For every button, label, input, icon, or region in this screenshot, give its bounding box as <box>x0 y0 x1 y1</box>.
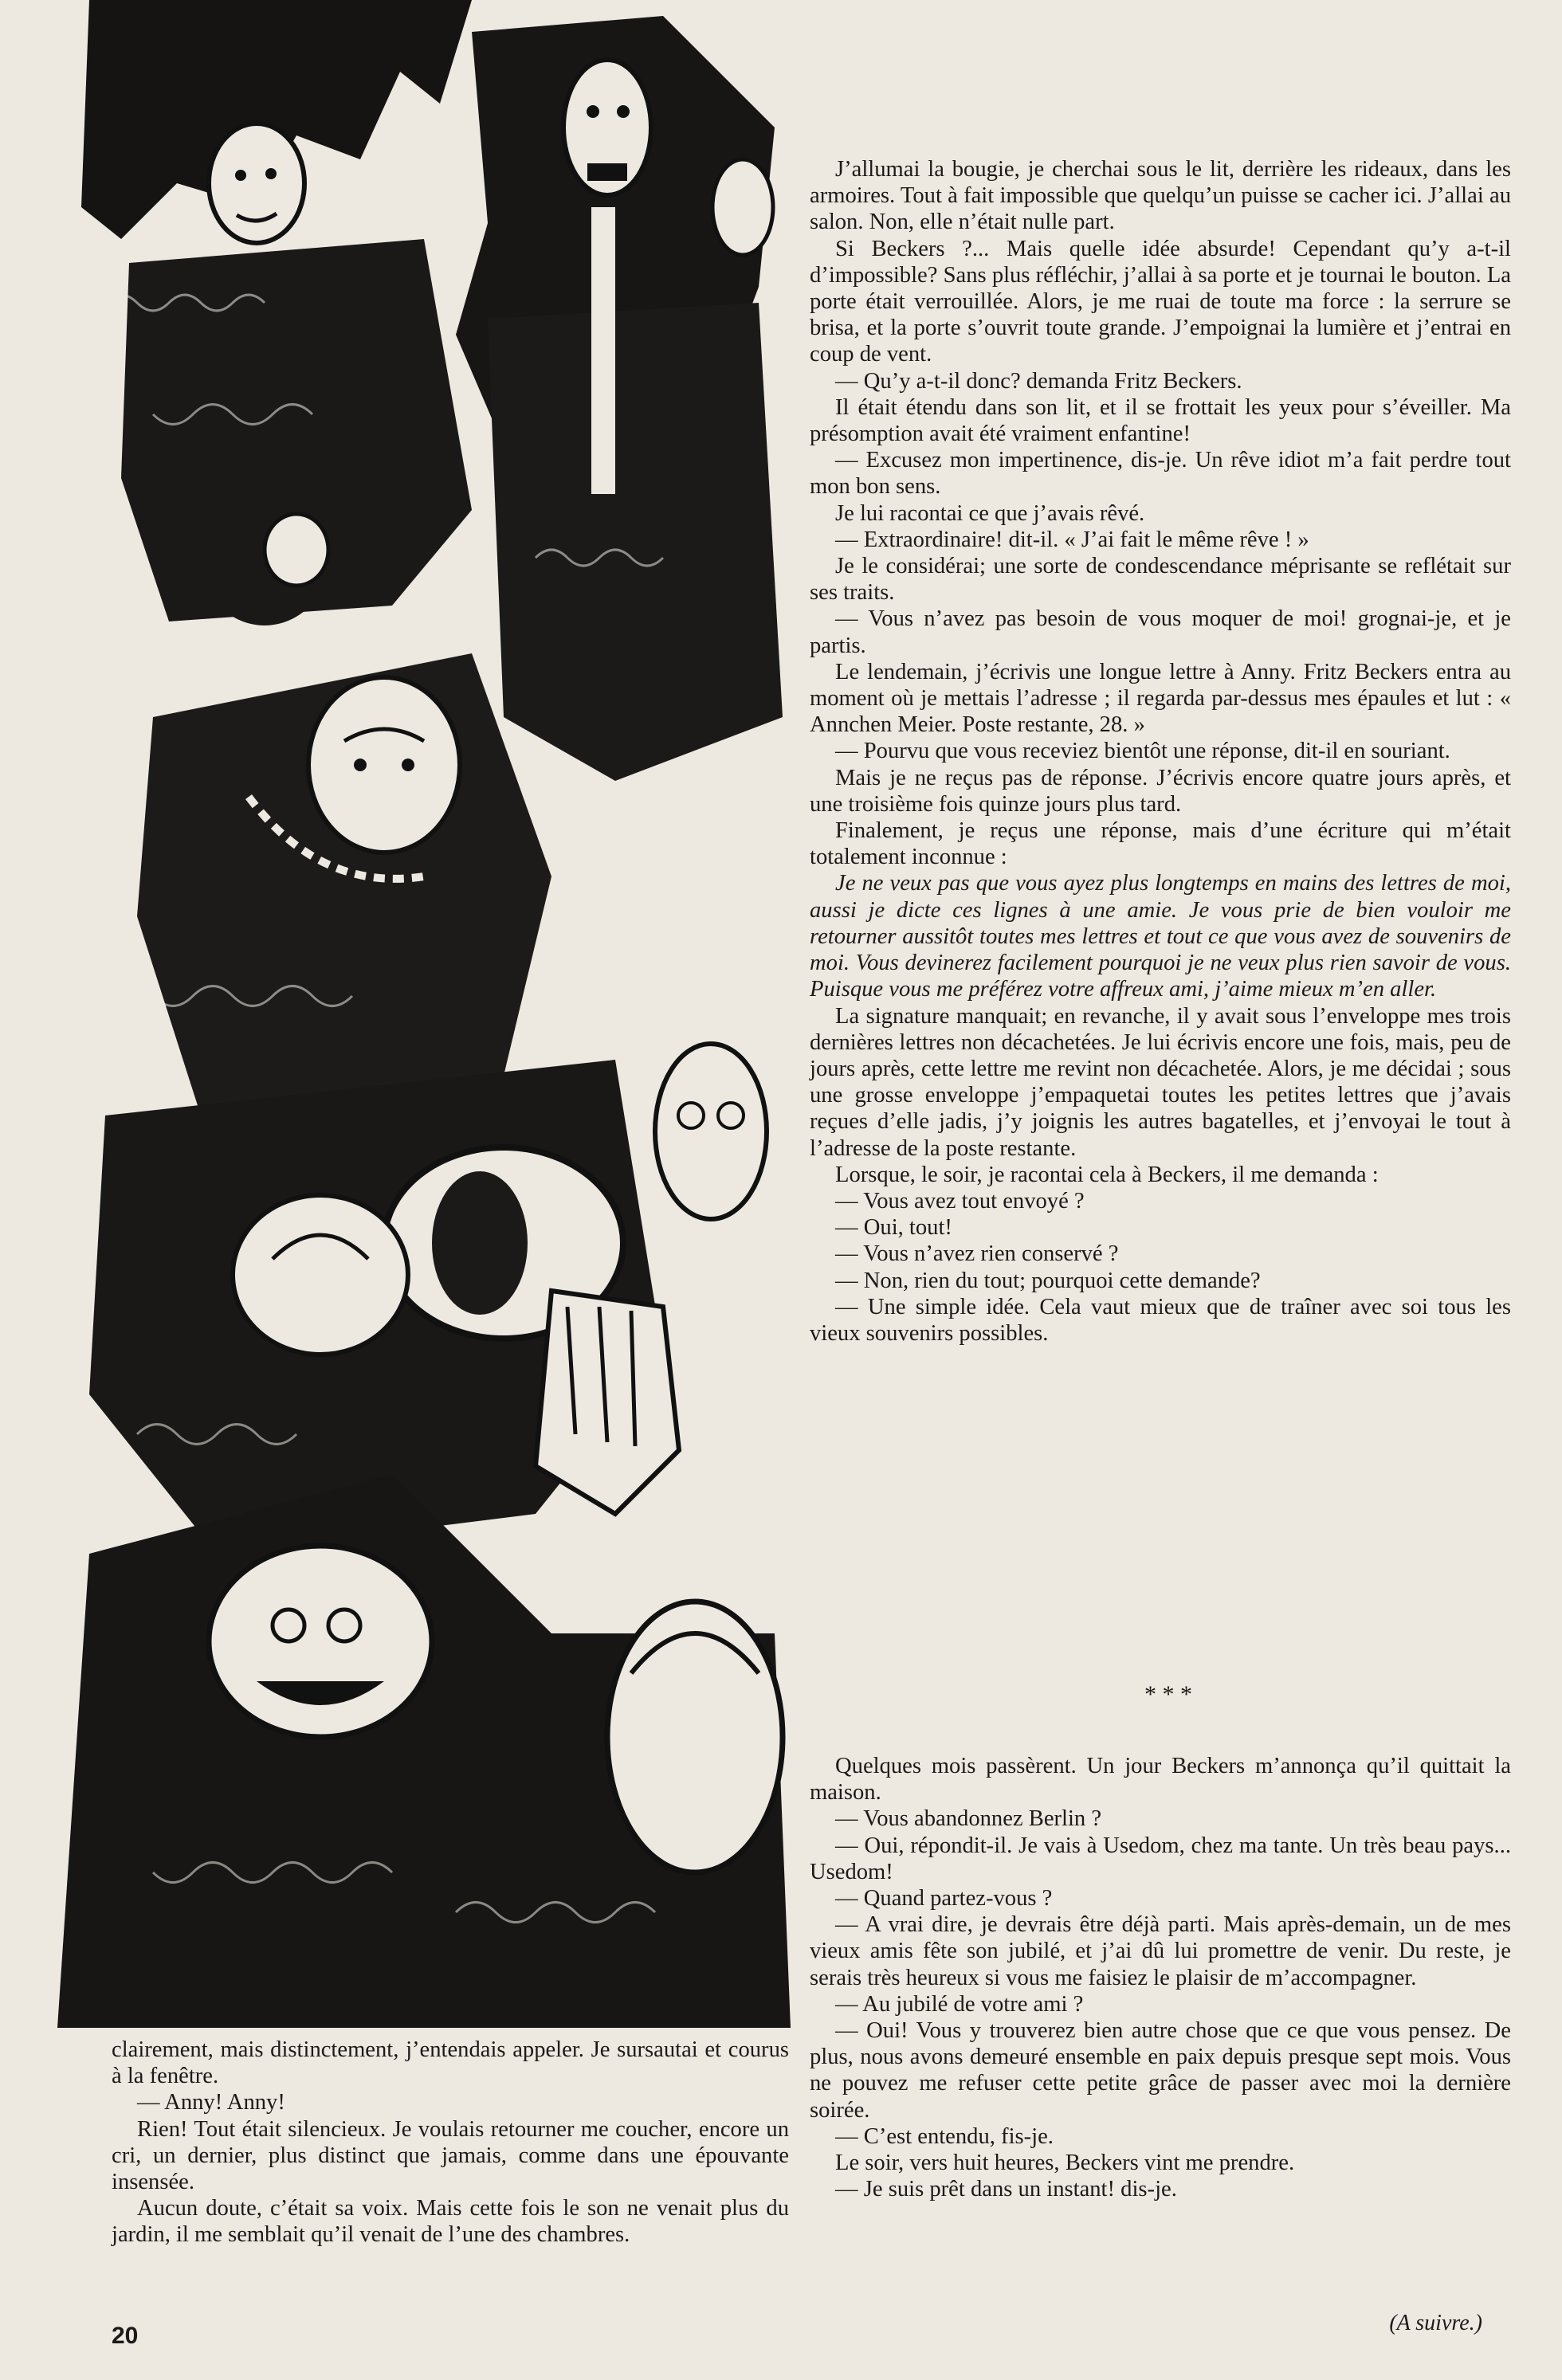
ink-crowd-illustration-icon <box>57 0 807 2028</box>
to-be-continued-note: (A suivre.) <box>1389 2311 1482 2335</box>
paragraph: Il était étendu dans son lit, et il se frottait les yeux pour s’éveiller. Ma présomption avait été vraiment enfantine! <box>810 394 1511 447</box>
paragraph: — Vous avez tout envoyé ? <box>835 1188 1085 1214</box>
paragraph: — Vous abandonnez Berlin ? <box>835 1806 1102 1832</box>
paragraph: Aucun doute, c’était sa voix. Mais cette fois le son ne venait plus du jardin, il me semblait qu’il venait de l’une des chambres. <box>112 2196 789 2248</box>
paragraph: Si Beckers ?... Mais quelle idée absurde! Cependant qu’y a-t-il d’impossible? Sans plus réfléchir, j’allai à sa porte et je tournai le bouton. La porte était verrouillée. Alors, je me ruai de toute ma force : la serrure se brisa, et la porte s’ouvrit toute grande. J’empoignai la lumière et j’entrai en coup de vent. <box>810 236 1511 367</box>
paragraph: — Oui! Vous y trouverez bien autre chose que ce que vous pensez. De plus, nous avons demeuré ensemble en paix depuis presque sept mois. Vous ne pouvez me refuser cette petite grâce de passer avec moi la dernière soirée. <box>810 2018 1511 2123</box>
section-separator: * * * <box>1144 1681 1192 1708</box>
left-text-column <box>112 2037 789 2249</box>
paragraph: — Pourvu que vous receviez bientôt une réponse, dit-il en souriant. <box>835 739 1450 764</box>
paragraph: — Excusez mon impertinence, dis-je. Un rêve idiot m’a fait perdre tout mon bon sens. <box>810 448 1511 500</box>
paragraph: J’allumai la bougie, je cherchai sous le lit, derrière les rideaux, dans les armoires. Tout à fait impossible que quelqu’un puisse se cacher ici. J’allai au salon. Non, elle n’était nulle part. <box>810 157 1511 235</box>
paragraph: clairement, mais distinctement, j’entendais appeler. Je sursautai et courus à la fenêtre. <box>112 2037 789 2089</box>
paragraph: — Qu’y a-t-il donc? demanda Fritz Beckers. <box>835 368 1242 394</box>
letter-quote: Je ne veux pas que vous ayez plus longtemps en mains des lettres de moi, aussi je dicte ces lignes à une amie. Je vous prie de bien vouloir me retourner aussitôt toutes mes lettres et tout ce que vous avez de souvenirs de moi. Vous devinerez facilement pourquoi je ne veux plus rien savoir de vous. Puisque vous me préférez votre affreux ami, j’aime mieux m’en aller. <box>810 871 1511 1002</box>
paragraph: — Vous n’avez pas besoin de vous moquer de moi! grognai-je, et je partis. <box>810 606 1511 658</box>
paragraph: La signature manquait; en revanche, il y avait sous l’enveloppe mes trois dernières lettres non décachetées. Je lui écrivis encore une fois, mais, peu de jours après, cette lettre me revint non décachetée. Alors, je me décidai ; sous une grosse enveloppe j’empaquetai toutes les petites lettres que j’avais reçues d’elle jadis, j’y joignis les autres bagatelles, et j’envoyai le tout à l’adresse de la poste restante. <box>810 1003 1511 1161</box>
paragraph: — Au jubilé de votre ami ? <box>835 1991 1084 2017</box>
page-number: 20 <box>112 2323 139 2349</box>
paragraph: — Quand partez-vous ? <box>835 1886 1053 1911</box>
paragraph: — Vous n’avez rien conservé ? <box>835 1241 1119 1267</box>
paragraph: Rien! Tout était silencieux. Je voulais retourner me coucher, encore un cri, un dernier, plus distinct que jamais, comme dans une épouvante insensée. <box>112 2116 789 2195</box>
paragraph: — Extraordinaire! dit-il. « J’ai fait le même rêve ! » <box>835 527 1309 552</box>
paragraph: — Une simple idée. Cela vaut mieux que de traîner avec soi tous les vieux souvenirs possibles. <box>810 1294 1511 1346</box>
paragraph: — Je suis prêt dans un instant! dis-je. <box>835 2177 1177 2202</box>
paragraph: — Oui, tout! <box>835 1215 952 1241</box>
paragraph: Quelques mois passèrent. Un jour Beckers m’annonça qu’il quittait la maison. <box>810 1754 1511 1806</box>
right-text-column <box>810 156 1511 1347</box>
paragraph: — Oui, répondit-il. Je vais à Usedom, chez ma tante. Un très beau pays... Usedom! <box>810 1833 1511 1884</box>
ink-crowd-illustration <box>57 0 807 2028</box>
paragraph: Je lui racontai ce que j’avais rêvé. <box>835 500 1145 526</box>
paragraph: Mais je ne reçus pas de réponse. J’écrivis encore quatre jours après, et une troisième fois quinze jours plus tard. <box>810 765 1511 817</box>
paragraph: — C’est entendu, fis-je. <box>835 2123 1054 2149</box>
paragraph: Finalement, je reçus une réponse, mais d’une écriture qui m’était totalement inconnue : <box>810 818 1511 870</box>
paragraph: — Anny! Anny! <box>137 2090 285 2115</box>
paragraph: — Non, rien du tout; pourquoi cette demande? <box>835 1268 1261 1293</box>
paragraph: — A vrai dire, je devrais être déjà parti. Mais après-demain, un de mes vieux amis fête son jubilé, et j’ai dû lui promettre de venir. Du reste, je serais très heureux si vous me faisiez le plaisir de m’accompagner. <box>810 1912 1511 1990</box>
paragraph: Lorsque, le soir, je racontai cela à Beckers, il me demanda : <box>835 1162 1379 1187</box>
paragraph: Je le considérai; une sorte de condescendance méprisante se reflétait sur ses traits. <box>810 554 1511 606</box>
right-text-column-part2 <box>810 1753 1511 2202</box>
paragraph: Le soir, vers huit heures, Beckers vint me prendre. <box>835 2151 1295 2176</box>
paragraph: Le lendemain, j’écrivis une longue lettre à Anny. Fritz Beckers entra au moment où je mettais l’adresse ; il regarda par-dessus mes épaules et lut : « Annchen Meier. Poste restante, 28. » <box>810 659 1511 738</box>
